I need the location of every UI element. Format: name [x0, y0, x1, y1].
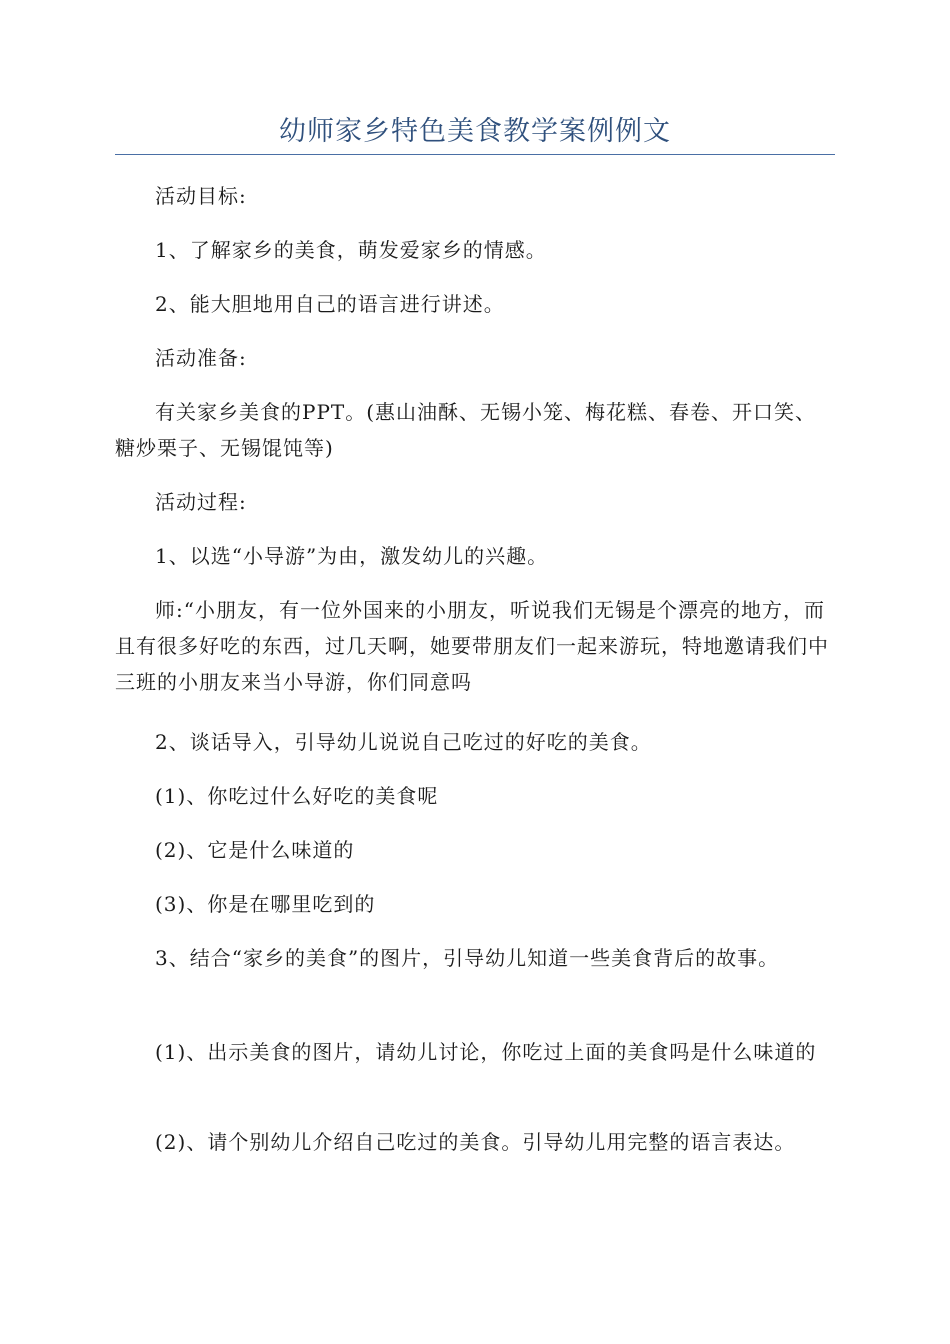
paragraph-preparation-text: 有关家乡美食的PPT。(惠山油酥、无锡小笼、梅花糕、春卷、开口笑、糖炒栗子、无锡馄饨等) — [115, 400, 817, 460]
paragraph-step-1: 1、以选“小导游”为由，激发幼儿的兴趣。 — [155, 544, 549, 568]
paragraph-teacher-speech: 师:“小朋友，有一位外国来的小朋友，听说我们无锡是个漂亮的地方，而且有很多好吃的东西，过几天啊，她要带朋友们一起来游玩，特地邀请我们中三班的小朋友来当小导游，你们同意吗 — [115, 598, 829, 694]
document-title: 幼师家乡特色美食教学案例例文 — [279, 116, 671, 147]
paragraph-activity-goals-heading: 活动目标: — [155, 184, 247, 208]
paragraph-step-2: 2、谈话导入，引导幼儿说说自己吃过的好吃的美食。 — [155, 730, 652, 754]
paragraph-goal-2: 2、能大胆地用自己的语言进行讲述。 — [155, 292, 505, 316]
paragraph-preparation-heading: 活动准备: — [155, 346, 247, 370]
paragraph-goal-1: 1、了解家乡的美食，萌发爱家乡的情感。 — [155, 238, 547, 262]
title-underline — [115, 154, 835, 155]
paragraph-step-3-item-2: (2)、请个别幼儿介绍自己吃过的美食。引导幼儿用完整的语言表达。 — [155, 1130, 796, 1154]
paragraph-step-3-item-1: (1)、出示美食的图片，请幼儿讨论，你吃过上面的美食吗是什么味道的 — [155, 1040, 817, 1064]
paragraph-process-heading: 活动过程: — [155, 490, 247, 514]
paragraph-step-3: 3、结合“家乡的美食”的图片，引导幼儿知道一些美食背后的故事。 — [155, 946, 780, 970]
paragraph-step-2-q3: (3)、你是在哪里吃到的 — [155, 892, 376, 916]
paragraph-step-2-q2: (2)、它是什么味道的 — [155, 838, 355, 862]
paragraph-step-2-q1: (1)、你吃过什么好吃的美食呢 — [155, 784, 439, 808]
